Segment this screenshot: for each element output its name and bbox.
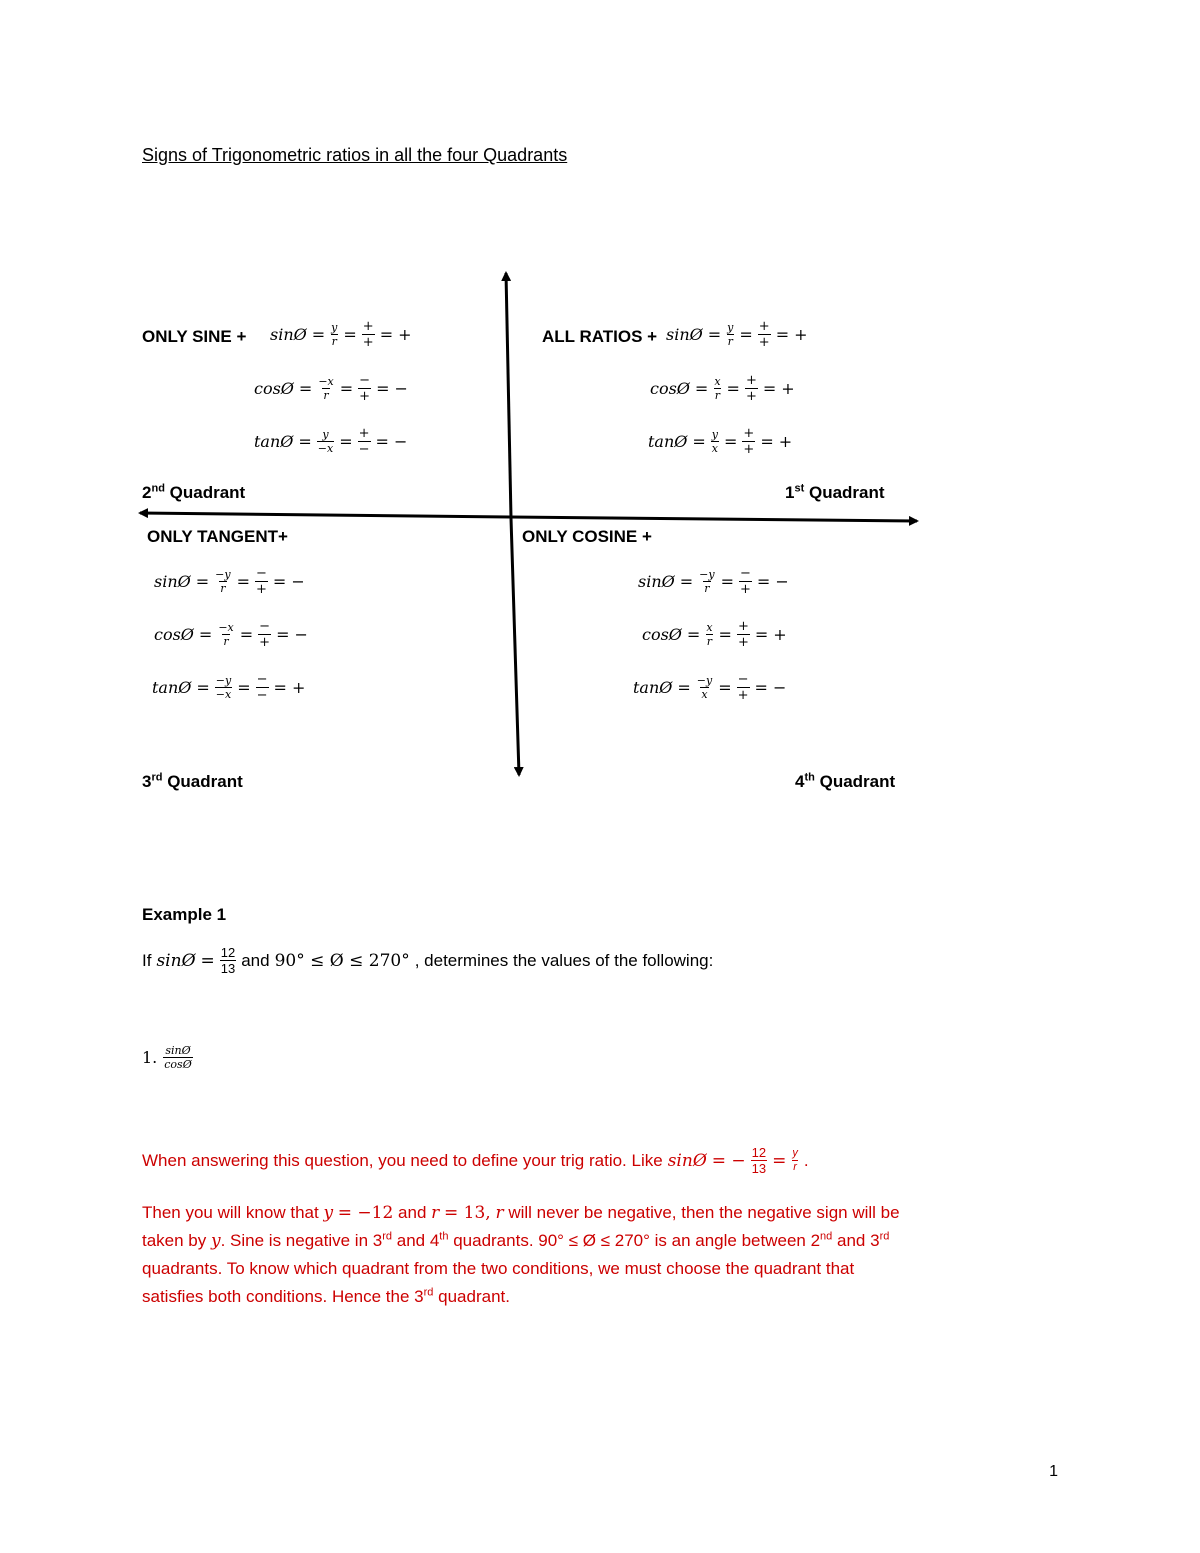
q4-cos-equation: cosØ = $\frac{x}{r}$ = $\frac{+}{+}$ = + [642,619,787,650]
x-axis-right [511,517,917,521]
q1-quadrant-label: 1st Quadrant [785,482,885,502]
example-statement: If sinØ = $\frac{12}{13}$ and 90° ≤ Ø ≤ 270° , determines the values of the following: [142,945,714,976]
q3-cos-equation: cosØ = $\frac{-x}{r}$ = $\frac{-}{+}$ = − [154,619,308,650]
q1-label: ALL RATIOS + [542,327,658,346]
q1-sin-equation: sinØ = $\frac{y}{r}$ = $\frac{+}{+}$ = + [666,319,808,350]
answer-line-1: When answering this question, you need to define your trig ratio. Like sinØ = − $\frac{12}{13}$ = $\frac{y}{r}$ . [142,1145,809,1176]
q4-tan-equation: tanØ = $\frac{-y}{x}$ = $\frac{-}{+}$ = − [633,672,787,703]
q3-label: ONLY TANGENT+ [147,527,288,546]
q2-quadrant-label: 2nd Quadrant [142,482,246,502]
x-axis-left [140,513,511,517]
q3-sin-equation: sinØ = $\frac{-y}{r}$ = $\frac{-}{+}$ = − [154,566,305,597]
q2-sin-equation: sinØ = $\frac{y}{r}$ = $\frac{+}{+}$ = + [270,319,412,350]
q2-label: ONLY SINE + [142,327,247,346]
q2-tan-equation: tanØ = $\frac{y}{-x}$ = $\frac{+}{-}$ = − [254,426,408,457]
q3-quadrant-label: 3rd Quadrant [142,771,243,791]
page-title: Signs of Trigonometric ratios in all the four Quadrants [142,145,568,165]
q4-quadrant-label: 4th Quadrant [795,771,896,791]
q1-tan-equation: tanØ = $\frac{y}{x}$ = $\frac{+}{+}$ = + [648,426,793,457]
y-axis-down [511,518,519,775]
q4-sin-equation: sinØ = $\frac{-y}{r}$ = $\frac{-}{+}$ = − [638,566,789,597]
y-axis-up [506,273,511,518]
example-question-1: 1. $\frac{\sin Ø}{\cos Ø}$ [142,1044,192,1071]
q1-cos-equation: cosØ = $\frac{x}{r}$ = $\frac{+}{+}$ = + [650,373,795,404]
page-number: 1 [1049,1463,1058,1480]
q4-label: ONLY COSINE + [522,527,652,546]
q2-cos-equation: cosØ = $\frac{-x}{r}$ = $\frac{-}{+}$ = − [254,373,408,404]
q3-tan-equation: tanØ = $\frac{-y}{-x}$ = $\frac{-}{-}$ = + [152,672,306,703]
answer-paragraph: Then you will know that y = −12 and r = 13, r will never be negative, then the negative sign will be taken by y. Sine is negative in 3rd and 4th quadrants. 90° ≤ Ø ≤ 270° is an angle between 2nd and 3rd quadrants. To know which quadrant from the two conditions, we must choose the quadrant that satisfies both conditions. Hence the 3rd quadrant. [142,1203,900,1306]
example-heading: Example 1 [142,905,227,924]
